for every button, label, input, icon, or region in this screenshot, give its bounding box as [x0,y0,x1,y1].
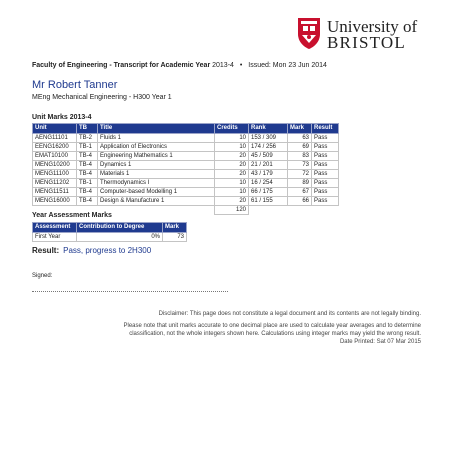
assessment-name: First Year [33,233,77,242]
credits: 10 [215,188,249,197]
mark: 69 [288,143,312,152]
result: Pass [312,152,339,161]
credits: 10 [215,179,249,188]
unit-title: Materials 1 [98,170,215,179]
academic-year: 2013-4 [212,62,234,69]
unit-code: EENG16200 [33,143,77,152]
unit-title: Thermodynamics I [98,179,215,188]
column-header: Mark [288,124,312,134]
mark: 89 [288,179,312,188]
mark: 73 [288,161,312,170]
credits: 10 [215,134,249,143]
unit-title: Fluids 1 [98,134,215,143]
result: Pass [312,161,339,170]
credits: 20 [215,152,249,161]
date-printed: Date Printed: Sat 07 Mar 2015 [339,339,421,345]
unit-code: EMAT10100 [33,152,77,161]
teaching-block: TB-2 [77,134,98,143]
note-line-2: classification, not the whole integers shown here. Calculations using integer marks may yield the wrong result. [129,331,421,337]
column-header: Result [312,124,339,134]
teaching-block: TB-4 [77,152,98,161]
result: Pass [312,170,339,179]
result: Pass [312,134,339,143]
year-assessment-table [32,222,187,242]
result: Pass [312,188,339,197]
teaching-block: TB-4 [77,161,98,170]
column-header: Rank [249,124,288,134]
mark: 73 [163,233,187,242]
column-header: Credits [215,124,249,134]
column-header: Unit [33,124,77,134]
table-row [33,143,339,152]
logo-text-university: University of [327,17,418,36]
teaching-block: TB-4 [77,197,98,206]
result-label: Result: [32,246,60,255]
rank: 61 / 155 [249,197,288,206]
column-header: Assessment [33,223,77,233]
rank: 16 / 254 [249,179,288,188]
table-row [33,152,339,161]
column-header: Contribution to Degree [77,223,163,233]
column-header: Title [98,124,215,134]
unit-title: Computer-based Modelling 1 [98,188,215,197]
signature-line [32,291,228,292]
unit-title: Design & Manufacture 1 [98,197,215,206]
logo-text-bristol: BRISTOL [327,33,406,52]
rank: 66 / 175 [249,188,288,197]
table-row [33,179,339,188]
total-credits: 120 [215,206,249,215]
rank: 43 / 179 [249,170,288,179]
issued-date: Issued: Mon 23 Jun 2014 [248,62,327,69]
credits: 20 [215,197,249,206]
header-separator: • [239,62,243,69]
column-header: TB [77,124,98,134]
signed-label: Signed: [32,273,53,279]
result-value: Pass, progress to 2H300 [63,246,152,255]
unit-code: AENG11101 [33,134,77,143]
mark: 67 [288,188,312,197]
mark: 83 [288,152,312,161]
table-row [33,188,339,197]
credits: 10 [215,143,249,152]
result: Pass [312,179,339,188]
table-row [33,161,339,170]
note-line-1: Please note that unit marks accurate to one decimal place are used to calculate year averages and to determine [123,323,421,329]
unit-marks-title: Unit Marks 2013-4 [32,114,92,121]
unit-code: MENG11100 [33,170,77,179]
unit-code: MENG11202 [33,179,77,188]
student-name: Mr Robert Tanner [32,79,118,91]
transcript-header [32,62,327,69]
credits: 20 [215,170,249,179]
rank: 174 / 256 [249,143,288,152]
unit-code: MENG10200 [33,161,77,170]
credits: 20 [215,161,249,170]
result-line [32,246,151,255]
table-row [33,134,339,143]
rank: 153 / 309 [249,134,288,143]
year-assessment-title: Year Assessment Marks [32,212,112,219]
programme-info: MEng Mechanical Engineering - H300 Year 1 [32,94,172,101]
unit-code: MENG11511 [33,188,77,197]
crest-icon [296,16,322,50]
unit-title: Engineering Mathematics 1 [98,152,215,161]
table-row [33,197,339,206]
table-header-row [33,223,187,233]
teaching-block: TB-1 [77,179,98,188]
result: Pass [312,143,339,152]
result: Pass [312,197,339,206]
unit-title: Dynamics 1 [98,161,215,170]
rank: 21 / 201 [249,161,288,170]
mark: 63 [288,134,312,143]
unit-title: Application of Electronics [98,143,215,152]
table-row [33,233,187,242]
unit-marks-table [32,123,339,215]
disclaimer-text: Disclaimer: This page does not constitute a legal document and its contents are not legally binding. [158,311,421,317]
contribution: 0% [77,233,163,242]
teaching-block: TB-1 [77,143,98,152]
column-header: Mark [163,223,187,233]
faculty-transcript-title: Faculty of Engineering - Transcript for Academic Year [32,62,211,69]
teaching-block: TB-4 [77,188,98,197]
mark: 72 [288,170,312,179]
rank: 45 / 509 [249,152,288,161]
unit-code: MENG16000 [33,197,77,206]
teaching-block: TB-4 [77,170,98,179]
university-logo [296,16,424,52]
table-header-row [33,124,339,134]
table-row [33,170,339,179]
mark: 66 [288,197,312,206]
